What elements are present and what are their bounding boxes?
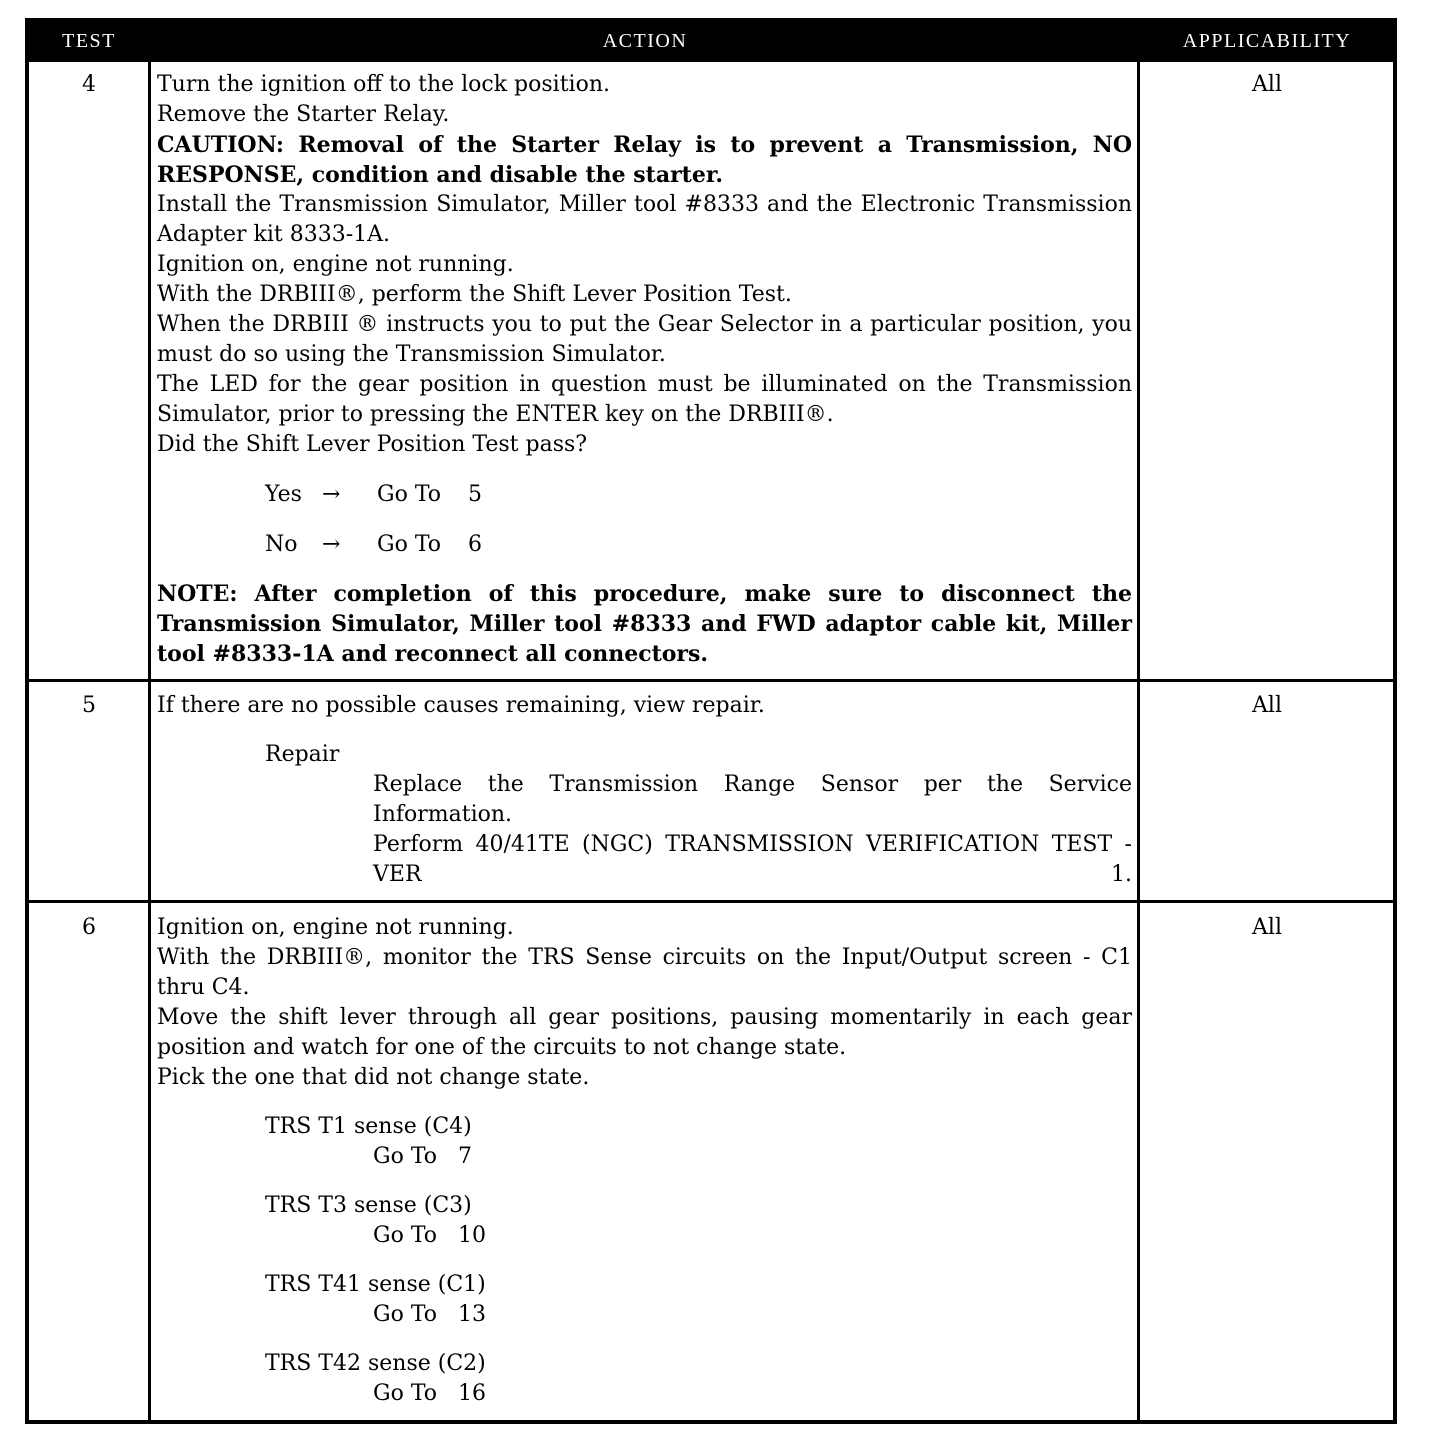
answer-option [157,530,1132,560]
goto-target: 10 [458,1223,487,1248]
row-divider [29,900,1393,903]
action-line: Ignition on, engine not running. [157,252,514,277]
test-number: 6 [82,915,96,940]
choice-item [157,1349,1132,1409]
action-line: Remove the Starter Relay. [157,102,450,127]
diagnostic-table [25,18,1397,1424]
choice-label: TRS T3 sense (C3) [265,1193,472,1218]
choice-item [157,1112,1132,1172]
goto-label: Go To [373,1381,438,1406]
choice-item [157,1191,1132,1251]
applicability-value: All [1252,915,1282,940]
action-line: Install the Transmission Simulator, Miller tool #8333 and the Electronic Transmission Adapter kit 8333-1A. [157,192,1132,247]
action-line: Turn the ignition off to the lock position. [157,72,610,97]
action-cell [157,70,1132,669]
answer-label: Yes [265,482,302,507]
goto-target: 6 [468,532,482,557]
goto-target: 5 [468,482,482,507]
answer-option [157,480,1132,510]
action-line: If there are no possible causes remaining, view repair. [157,693,765,718]
note-text: NOTE: After completion of this procedure, make sure to disconnect the Transmission Simulator, Miller tool #8333 and FWD adaptor cable kit, Miller tool #8333-1A and reconnect all connectors. [157,581,1132,667]
test-number: 5 [82,693,96,718]
choice-label: TRS T42 sense (C2) [265,1351,486,1376]
header-action: ACTION [602,30,688,52]
choice-label: TRS T41 sense (C1) [265,1272,486,1297]
goto-target: 7 [458,1144,473,1169]
action-cell [157,691,1132,890]
column-divider [1137,62,1140,1424]
action-line: The LED for the gear position in question must be illuminated on the Transmission Simulator, prior to pressing the ENTER key on the DRBIII®. [157,372,1132,427]
action-line: Ignition on, engine not running. [157,915,514,940]
action-line: With the DRBIII®, perform the Shift Lever Position Test. [157,282,792,307]
action-line: With the DRBIII®, monitor the TRS Sense circuits on the Input/Output screen - C1 thru C4. [157,945,1132,1000]
test-number: 4 [82,72,96,97]
action-line: When the DRBIII ® instructs you to put the Gear Selector in a particular position, you must do so using the Transmission Simulator. [157,312,1132,367]
repair-line: Replace the Transmission Range Sensor per the Service Information. [373,772,1132,827]
goto-label: Go To [373,1223,438,1248]
goto-label: Go To [377,482,442,507]
choice-label: TRS T1 sense (C4) [265,1114,472,1139]
action-line: Pick the one that did not change state. [157,1065,590,1090]
header-applicability: APPLICABILITY [1182,30,1352,52]
goto-label: Go To [377,532,442,557]
goto-target: 16 [458,1381,487,1406]
column-divider [148,62,151,1424]
action-cell [157,913,1132,1409]
goto-target: 13 [458,1302,487,1327]
repair-line: Perform 40/41TE (NGC) TRANSMISSION VERIFICATION TEST - VER 1. [373,832,1132,887]
header-test: TEST [62,30,116,52]
table-header [29,22,1393,62]
repair-label: Repair [265,742,340,767]
choice-item [157,1270,1132,1330]
goto-label: Go To [373,1302,438,1327]
caution-text: CAUTION: Removal of the Starter Relay is to prevent a Transmission, NO RESPONSE, condition and disable the starter. [157,132,1132,188]
applicability-value: All [1252,72,1282,97]
goto-label: Go To [373,1144,438,1169]
answer-label: No [265,532,298,557]
applicability-value: All [1252,693,1282,718]
action-line: Did the Shift Lever Position Test pass? [157,432,588,457]
arrow-icon: → [322,532,341,557]
action-line: Move the shift lever through all gear positions, pausing momentarily in each gear position and watch for one of the circuits to not change state. [157,1005,1132,1060]
arrow-icon: → [322,482,341,507]
row-divider [29,679,1393,682]
